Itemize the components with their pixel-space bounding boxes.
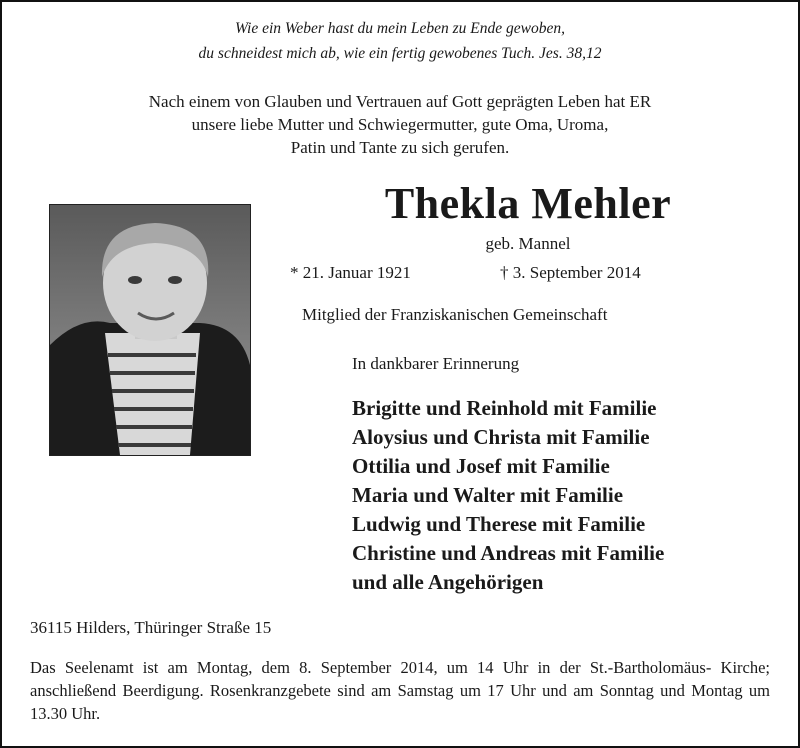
birth-date: * 21. Januar 1921 — [290, 263, 411, 282]
intro-line: Patin und Tante zu sich gerufen. — [290, 138, 510, 157]
intro-line: unsere liebe Mutter und Schwiegermutter, gute Oma, Uroma, — [191, 115, 609, 134]
quote-line: Wie ein Weber hast du mein Leben zu Ende gewoben, — [234, 20, 566, 37]
mourner-item: Brigitte und Reinhold mit Familie — [352, 396, 657, 420]
bible-quote — [0, 16, 800, 66]
mourner-item: Ottilia und Josef mit Familie — [352, 454, 610, 478]
birth-name: geb. Mannel — [485, 234, 571, 253]
quote-line: du schneidest mich ab, wie ein fertig gewobenes Tuch. Jes. 38,12 — [198, 45, 602, 62]
mourner-item: Christine und Andreas mit Familie — [352, 541, 665, 565]
service-line: Sonntag und Montag um 13.30 Uhr. — [30, 681, 771, 723]
service-line: Das Seelenamt ist am Montag, dem 8. September 2014, um 14 Uhr in der St.-Bartholomäus- — [30, 658, 712, 677]
intro-text — [0, 90, 800, 159]
gratitude-line: In dankbarer Erinnerung — [352, 354, 520, 373]
mourner-item: und alle Angehörigen — [352, 570, 544, 594]
intro-line: Nach einem von Glauben und Vertrauen auf Gott geprägten Leben hat ER — [148, 92, 652, 111]
mourner-item: Ludwig und Therese mit Familie — [352, 512, 646, 536]
mourner-item: Maria und Walter mit Familie — [352, 483, 624, 507]
portrait-photo — [49, 204, 251, 456]
service-notice — [30, 656, 770, 725]
membership-note: Mitglied der Franziskanischen Gemeinschaft — [302, 305, 608, 324]
family-address: 36115 Hilders, Thüringer Straße 15 — [30, 618, 272, 637]
deceased-name: Thekla Mehler — [384, 179, 672, 228]
mourners-list — [352, 394, 664, 597]
portrait-illustration — [50, 205, 250, 455]
mourner-item: Aloysius und Christa mit Familie — [352, 425, 650, 449]
death-date: † 3. September 2014 — [500, 263, 641, 282]
service-line: Kirche; anschließend Beerdigung. Rosenkranzgebete sind am Samstag um 17 Uhr und am — [30, 658, 771, 700]
